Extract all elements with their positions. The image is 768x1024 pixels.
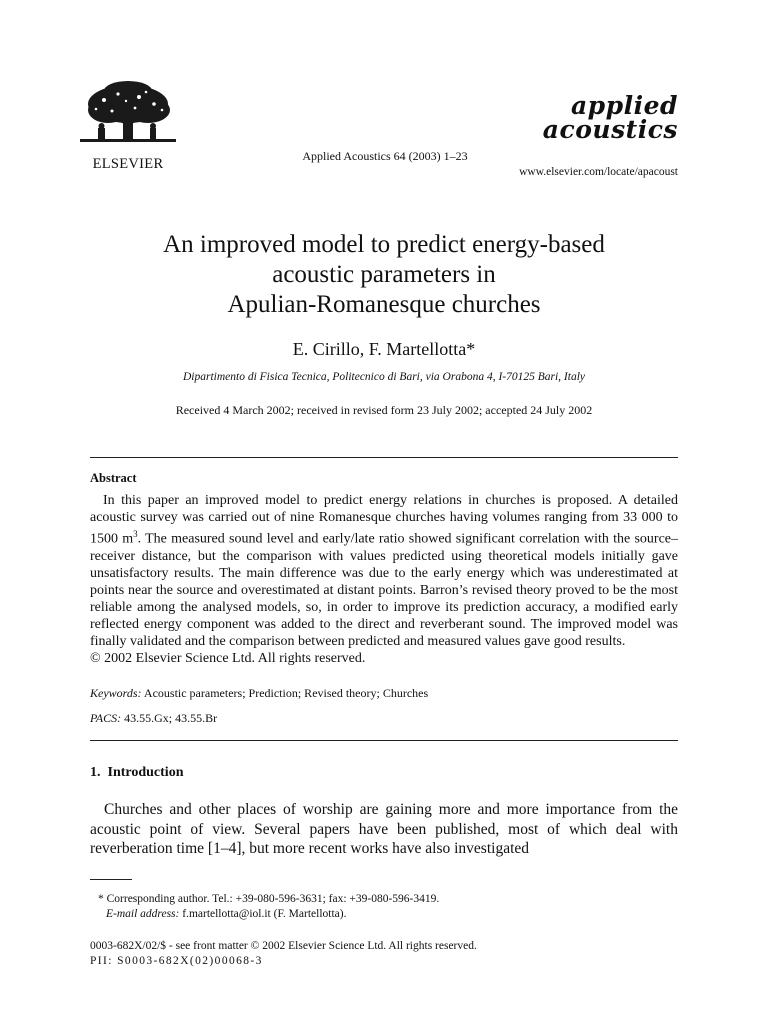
title-line: acoustic parameters in (272, 261, 496, 288)
footnote-rule (90, 879, 132, 880)
tree-emblem (78, 80, 178, 150)
keywords-label: Keywords: (90, 686, 142, 700)
divider-bottom (90, 740, 678, 741)
pacs-value: 43.55.Gx; 43.55.Br (121, 711, 218, 725)
abstract-text-part2: . The measured sound level and early/late ratio showed significant correlation with the source–receiver distance, but the comparison with values predicted using theoretical models initially gave unsatisfactory results. The main difference was due to the early energy which was underestimated at points near the source and overestimated at distant points. Barron’s revised theory proved to be the most reliable among the analysed models, so, in order to improve its prediction accuracy, a modified early reflected energy component was added to the direct and reverberant sound. The improved model was finally validated and the comparison between predicted and measured values gave good results. (90, 531, 679, 649)
abstract-paragraph (90, 492, 678, 650)
pacs-label: PACS: (90, 711, 122, 725)
abstract-copyright: © 2002 Elsevier Science Ltd. All rights reserved. (90, 650, 366, 666)
journal-reference: Applied Acoustics 64 (2003) 1–23 (302, 149, 468, 163)
issn-line: 0003-682X/02/$ - see front matter © 2002 Elsevier Science Ltd. All rights reserved. (90, 940, 477, 952)
publisher-name: ELSEVIER (92, 156, 164, 172)
cubic-superscript: 3 (133, 529, 138, 539)
journal-logo-line1: applied (570, 91, 678, 120)
footnote (90, 892, 678, 922)
journal-url[interactable]: www.elsevier.com/locate/apacoust (519, 166, 678, 178)
divider-top (90, 457, 678, 458)
email-label: E-mail address: (106, 908, 180, 920)
affiliation: Dipartimento di Fisica Tecnica, Politecnico di Bari, via Orabona 4, I-70125 Bari, Italy (182, 371, 586, 383)
authors: E. Cirillo, F. Martellotta* (292, 339, 476, 359)
pii-line: PII: S0003-682X(02)00068-3 (90, 955, 263, 967)
journal-logo-line2: acoustics (542, 115, 678, 144)
email-value[interactable]: f.martellotta@iol.it (F. Martellotta). (179, 908, 347, 920)
section-heading-introduction: 1. Introduction (90, 765, 184, 780)
abstract-body (90, 492, 678, 667)
journal-logo (538, 91, 678, 144)
introduction-body (90, 800, 678, 859)
article-title (100, 230, 668, 320)
abstract-heading: Abstract (90, 471, 137, 485)
footnote-email (90, 907, 678, 922)
pacs (90, 711, 217, 726)
title-line: An improved model to predict energy-based (163, 231, 605, 258)
front-matter (90, 939, 477, 969)
received-dates: Received 4 March 2002; received in revised form 23 July 2002; accepted 24 July 2002 (175, 403, 593, 417)
keywords-value: Acoustic parameters; Prediction; Revised theory; Churches (141, 686, 429, 700)
title-line: Apulian-Romanesque churches (227, 291, 541, 318)
introduction-paragraph: Churches and other places of worship are gaining more and more importance from the acoustic point of view. Several papers have been published, most of which deal with reverberation time [1–4], but more recent works have also investigated (90, 801, 678, 857)
keywords (90, 686, 428, 701)
footnote-corresponding: * Corresponding author. Tel.: +39-080-596-3631; fax: +39-080-596-3419. (98, 893, 440, 905)
elsevier-logo (78, 80, 178, 173)
abstract-text-part1: In this paper an improved model to predict energy relations in churches is proposed. A detailed acoustic survey was carried out of nine Romanesque churches having volumes ranging from 33 000 to 1500 m (90, 493, 678, 547)
